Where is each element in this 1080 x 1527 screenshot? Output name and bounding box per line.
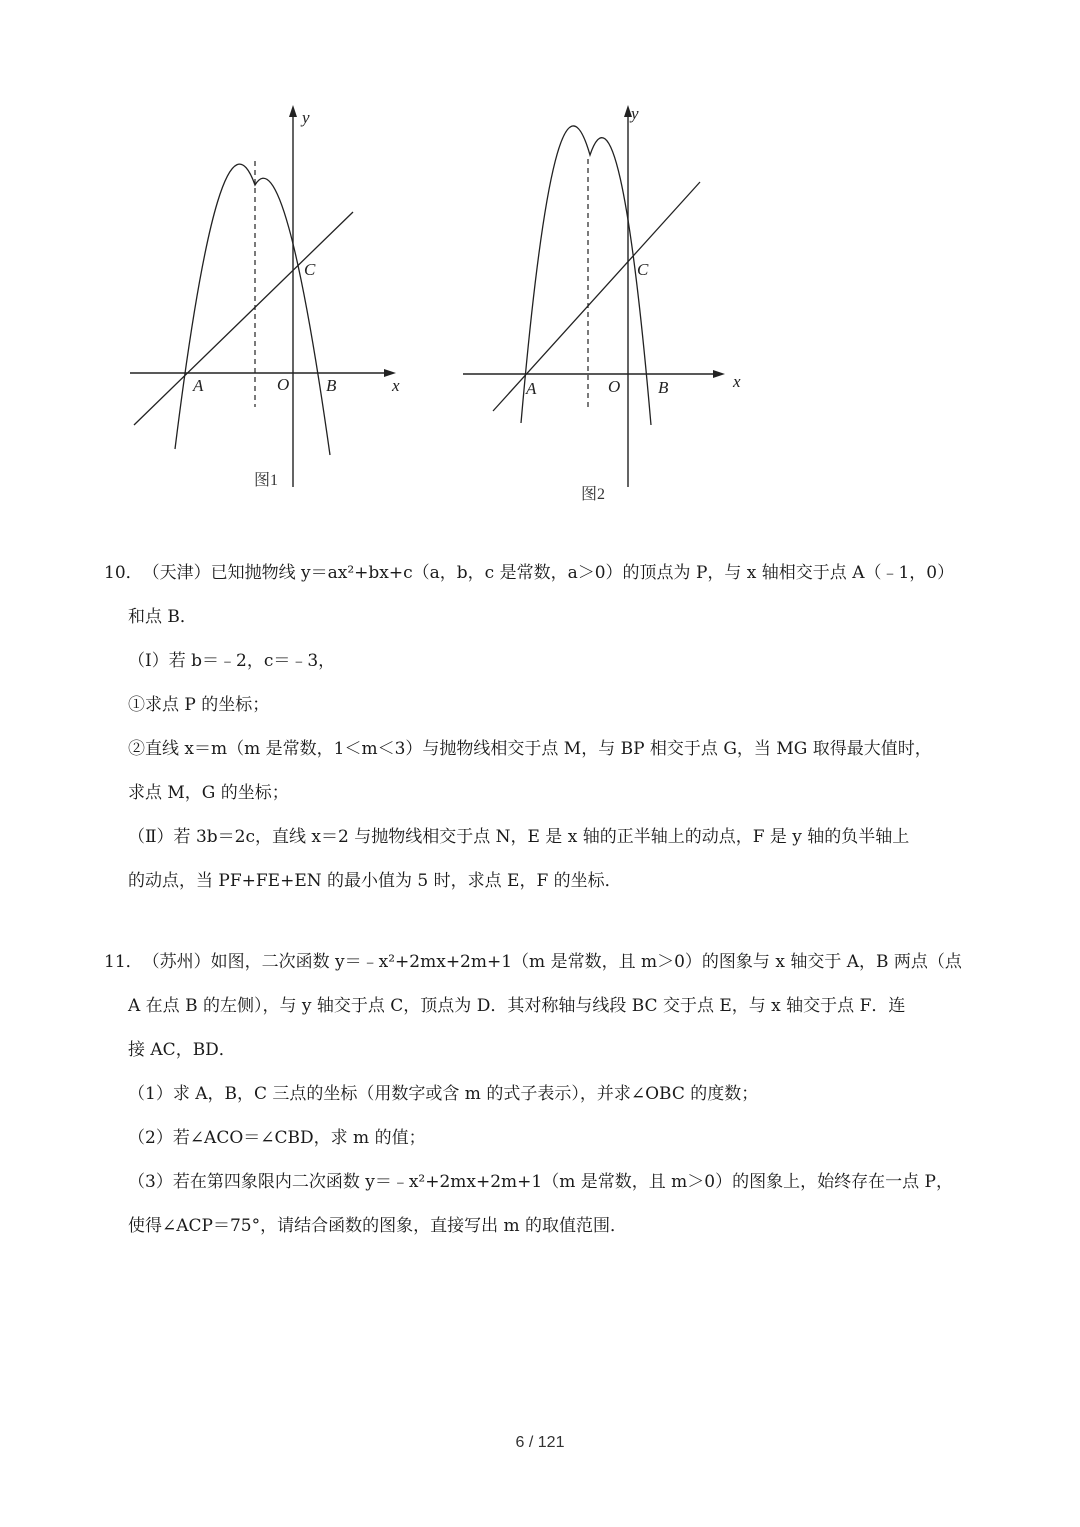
line-ac [134, 212, 353, 425]
label-y: y [302, 108, 310, 127]
figure-1 [120, 95, 420, 505]
problem-10-line-5: ②直线 x＝m（m 是常数，1＜m＜3）与抛物线相交于点 M，与 BP 相交于点 G，当 MG 取得最大值时， [128, 739, 932, 759]
label-o: O [608, 377, 621, 396]
problem-number: 10． [104, 563, 143, 583]
parabola [521, 126, 651, 425]
label-x: x [733, 372, 741, 391]
page-number: 6 / 121 [515, 1434, 565, 1451]
problem-11-line-6: （3）若在第四象限内二次函数 y＝﹣x²+2mx+2m+1（m 是常数，且 m＞0）的图象上，始终存在一点 P， [128, 1172, 953, 1192]
label-a: A [193, 376, 204, 395]
label-o: O [277, 375, 290, 394]
label-b: B [658, 378, 669, 397]
label-a: A [526, 379, 537, 398]
problem-10-line-4: ①求点 P 的坐标； [128, 695, 270, 715]
problem-11-line-7: 使得∠ACP＝75°，请结合函数的图象，直接写出 m 的取值范围． [128, 1216, 628, 1236]
y-axis-arrow-icon [289, 105, 297, 117]
label-b: B [326, 376, 337, 395]
problem-11-line-4: （1）求 A，B，C 三点的坐标（用数字或含 m 的式子表示），并求∠OBC 的度数； [128, 1084, 759, 1104]
problem-10-line-7: （Ⅱ）若 3b＝2c，直线 x＝2 与抛物线相交于点 N，E 是 x 轴的正半轴上的动点，F 是 y 轴的负半轴上 [128, 827, 910, 847]
problem-10-line-8: 的动点，当 PF+FE+EN 的最小值为 5 时，求点 E，F 的坐标． [128, 871, 622, 891]
problem-10-line-2: 和点 B． [128, 607, 197, 627]
figure-2-caption: 图2 [581, 486, 606, 503]
figure-1-graph [120, 95, 420, 505]
label-c: C [304, 260, 316, 279]
problem-text: （天津）已知抛物线 y＝ax²+bx+c（a，b，c 是常数，a＞0）的顶点为 P，与 x 轴相交于点 A（﹣1，0） [142, 563, 955, 583]
label-y: y [631, 104, 639, 123]
problem-11-line-3: 接 AC，BD． [128, 1040, 236, 1060]
problem-text: （苏州）如图，二次函数 y＝﹣x²+2mx+2m+1（m 是常数，且 m＞0）的图象与 x 轴交于 A，B 两点（点 [142, 952, 962, 972]
problem-10-line-6: 求点 M，G 的坐标； [128, 783, 289, 803]
line-ac [493, 182, 700, 411]
x-axis-arrow-icon [713, 370, 725, 378]
problem-11-line-5: （2）若∠ACO＝∠CBD，求 m 的值； [128, 1128, 426, 1148]
problem-10-line-3: （Ⅰ）若 b＝﹣2，c＝﹣3， [128, 651, 336, 671]
problem-10 [104, 551, 984, 903]
problem-number: 11． [104, 952, 143, 972]
figure-1-caption: 图1 [254, 472, 279, 489]
problem-11 [104, 940, 984, 1248]
problem-10-line-1 [104, 551, 984, 595]
problem-11-line-1 [104, 940, 984, 984]
problem-11-line-2: A 在点 B 的左侧），与 y 轴交于点 C，顶点为 D．其对称轴与线段 BC 交于点 E，与 x 轴交于点 F．连 [128, 996, 906, 1016]
label-c: C [637, 260, 649, 279]
label-x: x [392, 376, 400, 395]
figure-2 [455, 95, 755, 515]
figure-2-graph [455, 95, 755, 515]
